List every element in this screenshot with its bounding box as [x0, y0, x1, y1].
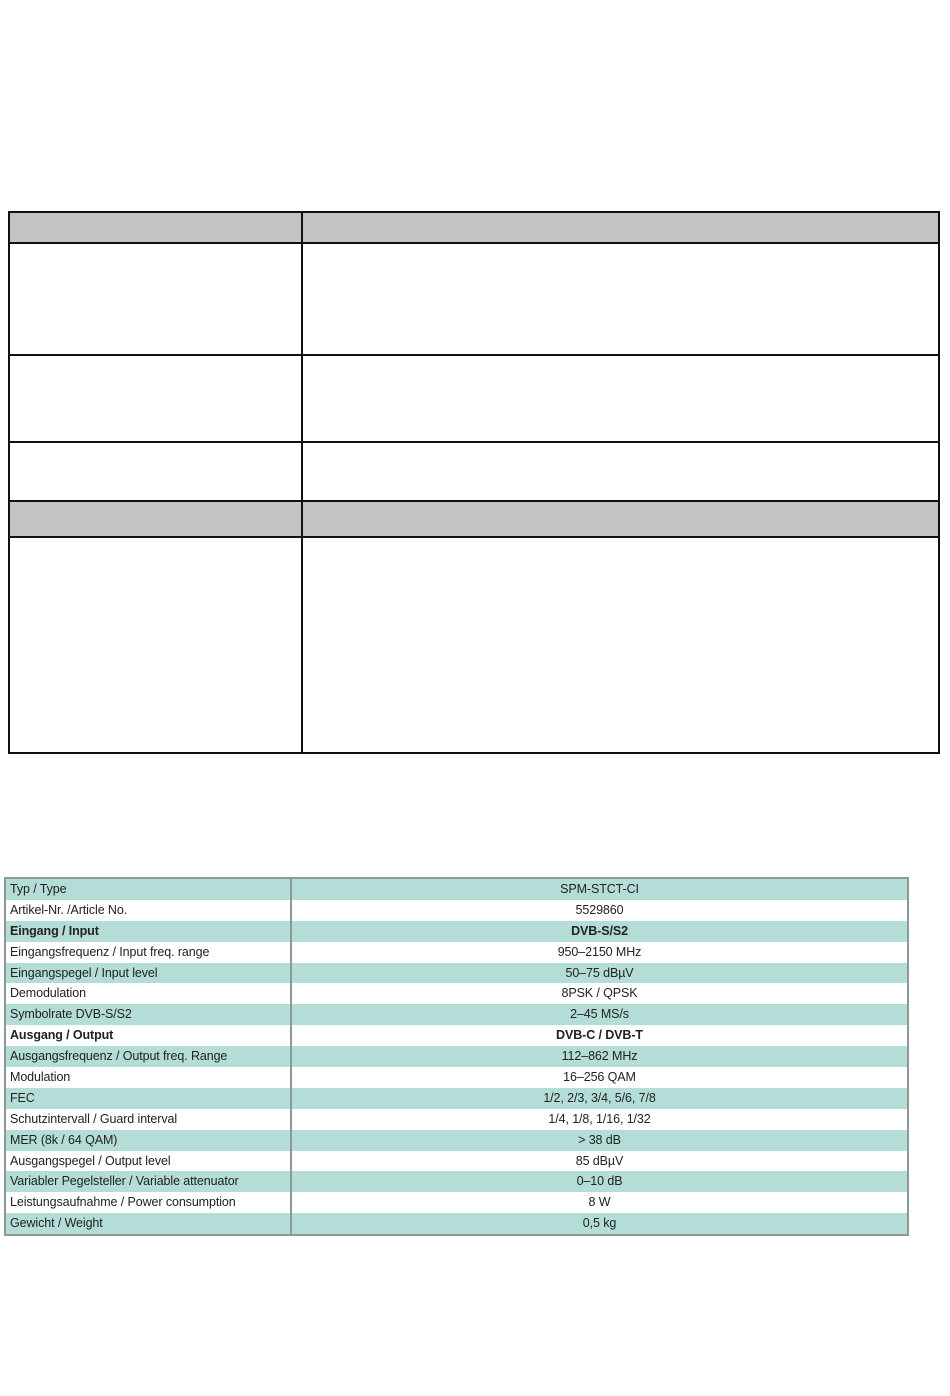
table-section-header-row: [10, 502, 938, 536]
spec-value: 16–256 QAM: [563, 1070, 636, 1085]
spec-value: 50–75 dBµV: [565, 965, 634, 980]
row-divider: [10, 354, 938, 356]
table-row: [6, 1046, 907, 1067]
spec-value: DVB-S/S2: [571, 923, 628, 938]
table-row: [6, 1213, 907, 1234]
spec-value: 2–45 MS/s: [570, 1007, 629, 1022]
table-row: [6, 942, 907, 963]
spec-value: 85 dBµV: [575, 1153, 624, 1168]
table-row: [6, 1109, 907, 1130]
table-row: [6, 1067, 907, 1088]
spec-label: Gewicht / Weight: [6, 1213, 292, 1234]
spec-value: SPM-STCT-CI: [560, 882, 639, 896]
spec-label: Eingangsfrequenz / Input freq. range: [6, 942, 292, 963]
table-header-row: [10, 213, 938, 242]
table-row: [6, 1151, 907, 1172]
spec-value: DVB-C / DVB-T: [556, 1028, 643, 1043]
spec-value: 950–2150 MHz: [557, 944, 642, 959]
spec-label: Ausgangspegel / Output level: [6, 1151, 292, 1172]
row-divider: [10, 536, 938, 538]
specification-table: [4, 877, 909, 1236]
spec-label: Typ / Type: [6, 879, 292, 900]
spec-label: FEC: [6, 1088, 292, 1109]
table-row: [6, 921, 907, 942]
table-row: [6, 900, 907, 921]
row-divider: [10, 441, 938, 443]
spec-label: Schutzintervall / Guard interval: [6, 1109, 292, 1130]
spec-value: 8 W: [588, 1195, 611, 1210]
spec-label: Eingang / Input: [6, 921, 292, 942]
spec-label: Leistungsaufnahme / Power consumption: [6, 1192, 292, 1213]
spec-value: 8PSK / QPSK: [561, 986, 638, 1001]
empty-form-table: [8, 211, 940, 754]
row-divider: [10, 500, 938, 502]
table-row: [6, 1088, 907, 1109]
spec-label: Demodulation: [6, 983, 292, 1004]
table-row: [6, 983, 907, 1004]
spec-label: MER (8k / 64 QAM): [6, 1130, 292, 1151]
spec-value: 1/2, 2/3, 3/4, 5/6, 7/8: [543, 1090, 656, 1105]
spec-label: Ausgang / Output: [6, 1025, 292, 1046]
spec-label: Variabler Pegelsteller / Variable attenuator: [6, 1171, 292, 1192]
spec-value: 0–10 dB: [576, 1174, 623, 1189]
table-row: [6, 879, 907, 900]
table-row: [6, 1025, 907, 1046]
row-divider: [10, 242, 938, 244]
spec-label: Ausgangsfrequenz / Output freq. Range: [6, 1046, 292, 1067]
table-row: [6, 963, 907, 984]
spec-label: Symbolrate DVB-S/S2: [6, 1004, 292, 1025]
spec-value: 5529860: [575, 902, 624, 917]
table-row: [6, 1192, 907, 1213]
table-row: [6, 1130, 907, 1151]
spec-label: Eingangspegel / Input level: [6, 963, 292, 984]
spec-label: Artikel-Nr. /Article No.: [6, 900, 292, 921]
spec-value: 112–862 MHz: [561, 1049, 638, 1064]
spec-label: Modulation: [6, 1067, 292, 1088]
spec-value: > 38 dB: [578, 1132, 621, 1147]
table-row: [6, 1171, 907, 1192]
table-row: [6, 1004, 907, 1025]
column-divider: [301, 213, 303, 752]
spec-value: 1/4, 1/8, 1/16, 1/32: [548, 1111, 651, 1126]
spec-value: 0,5 kg: [582, 1216, 617, 1231]
